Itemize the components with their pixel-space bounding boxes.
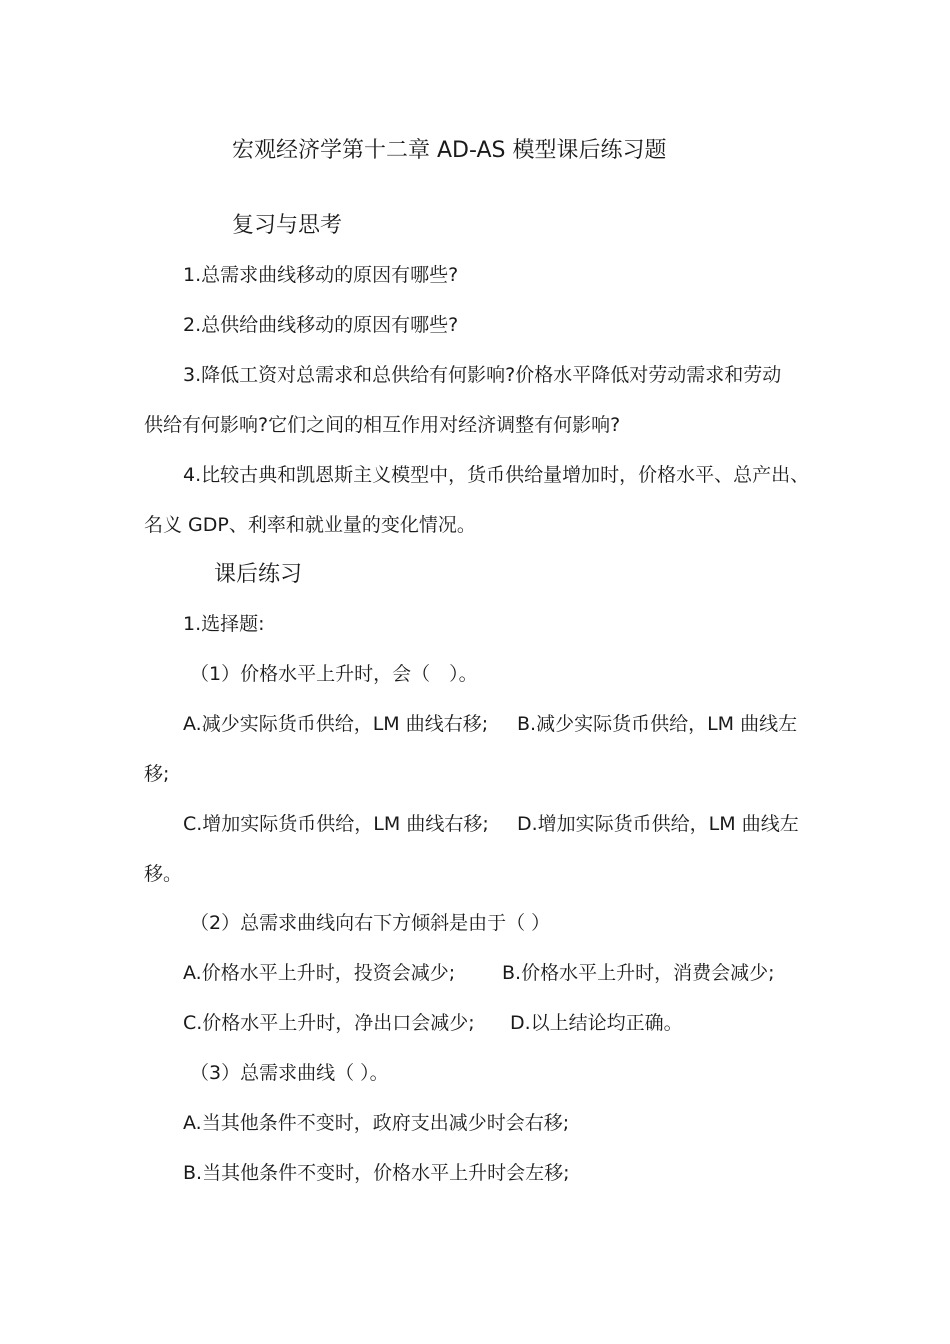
- q1-stem: （1）价格水平上升时，会（ ）。: [190, 663, 478, 685]
- q1-option-c: C.增加实际货币供给，LM 曲线右移;: [183, 813, 489, 835]
- review-question-2: 2.总供给曲线移动的原因有哪些?: [183, 314, 459, 336]
- document-title: 宏观经济学第十二章 AD-AS 模型课后练习题: [232, 138, 667, 163]
- section-heading-review: 复习与思考: [232, 213, 343, 238]
- choice-heading: 1.选择题:: [183, 613, 265, 635]
- q2-option-a: A.价格水平上升时，投资会减少;: [183, 962, 456, 984]
- q2-option-b: B.价格水平上升时，消费会减少;: [502, 962, 775, 984]
- q3-option-a: A.当其他条件不变时，政府支出减少时会右移;: [183, 1112, 570, 1134]
- review-question-3: 3.降低工资对总需求和总供给有何影响?价格水平降低对劳动需求和劳动: [183, 364, 782, 386]
- review-question-1: 1.总需求曲线移动的原因有哪些?: [183, 264, 459, 286]
- review-question-4-cont: 名义 GDP、利率和就业量的变化情况。: [144, 514, 476, 536]
- q2-option-d: D.以上结论均正确。: [510, 1012, 683, 1034]
- q1-option-b: B.减少实际货币供给，LM 曲线左: [517, 713, 798, 735]
- section-heading-exercise: 课后练习: [214, 562, 303, 587]
- q1-option-d: D.增加实际货币供给，LM 曲线左: [517, 813, 799, 835]
- q2-option-c: C.价格水平上升时，净出口会减少;: [183, 1012, 475, 1034]
- review-question-3-cont: 供给有何影响?它们之间的相互作用对经济调整有何影响?: [144, 414, 621, 436]
- q2-stem: （2）总需求曲线向右下方倾斜是由于（ ）: [190, 912, 551, 934]
- q1-option-a: A.减少实际货币供给，LM 曲线右移;: [183, 713, 489, 735]
- q1-option-d-cont: 移。: [144, 863, 183, 885]
- q1-option-b-cont: 移;: [144, 763, 170, 785]
- review-question-4: 4.比较古典和凯恩斯主义模型中，货币供给量增加时，价格水平、总产出、: [183, 464, 810, 486]
- q3-option-b: B.当其他条件不变时，价格水平上升时会左移;: [183, 1162, 570, 1184]
- q3-stem: （3）总需求曲线（ ）。: [190, 1062, 389, 1084]
